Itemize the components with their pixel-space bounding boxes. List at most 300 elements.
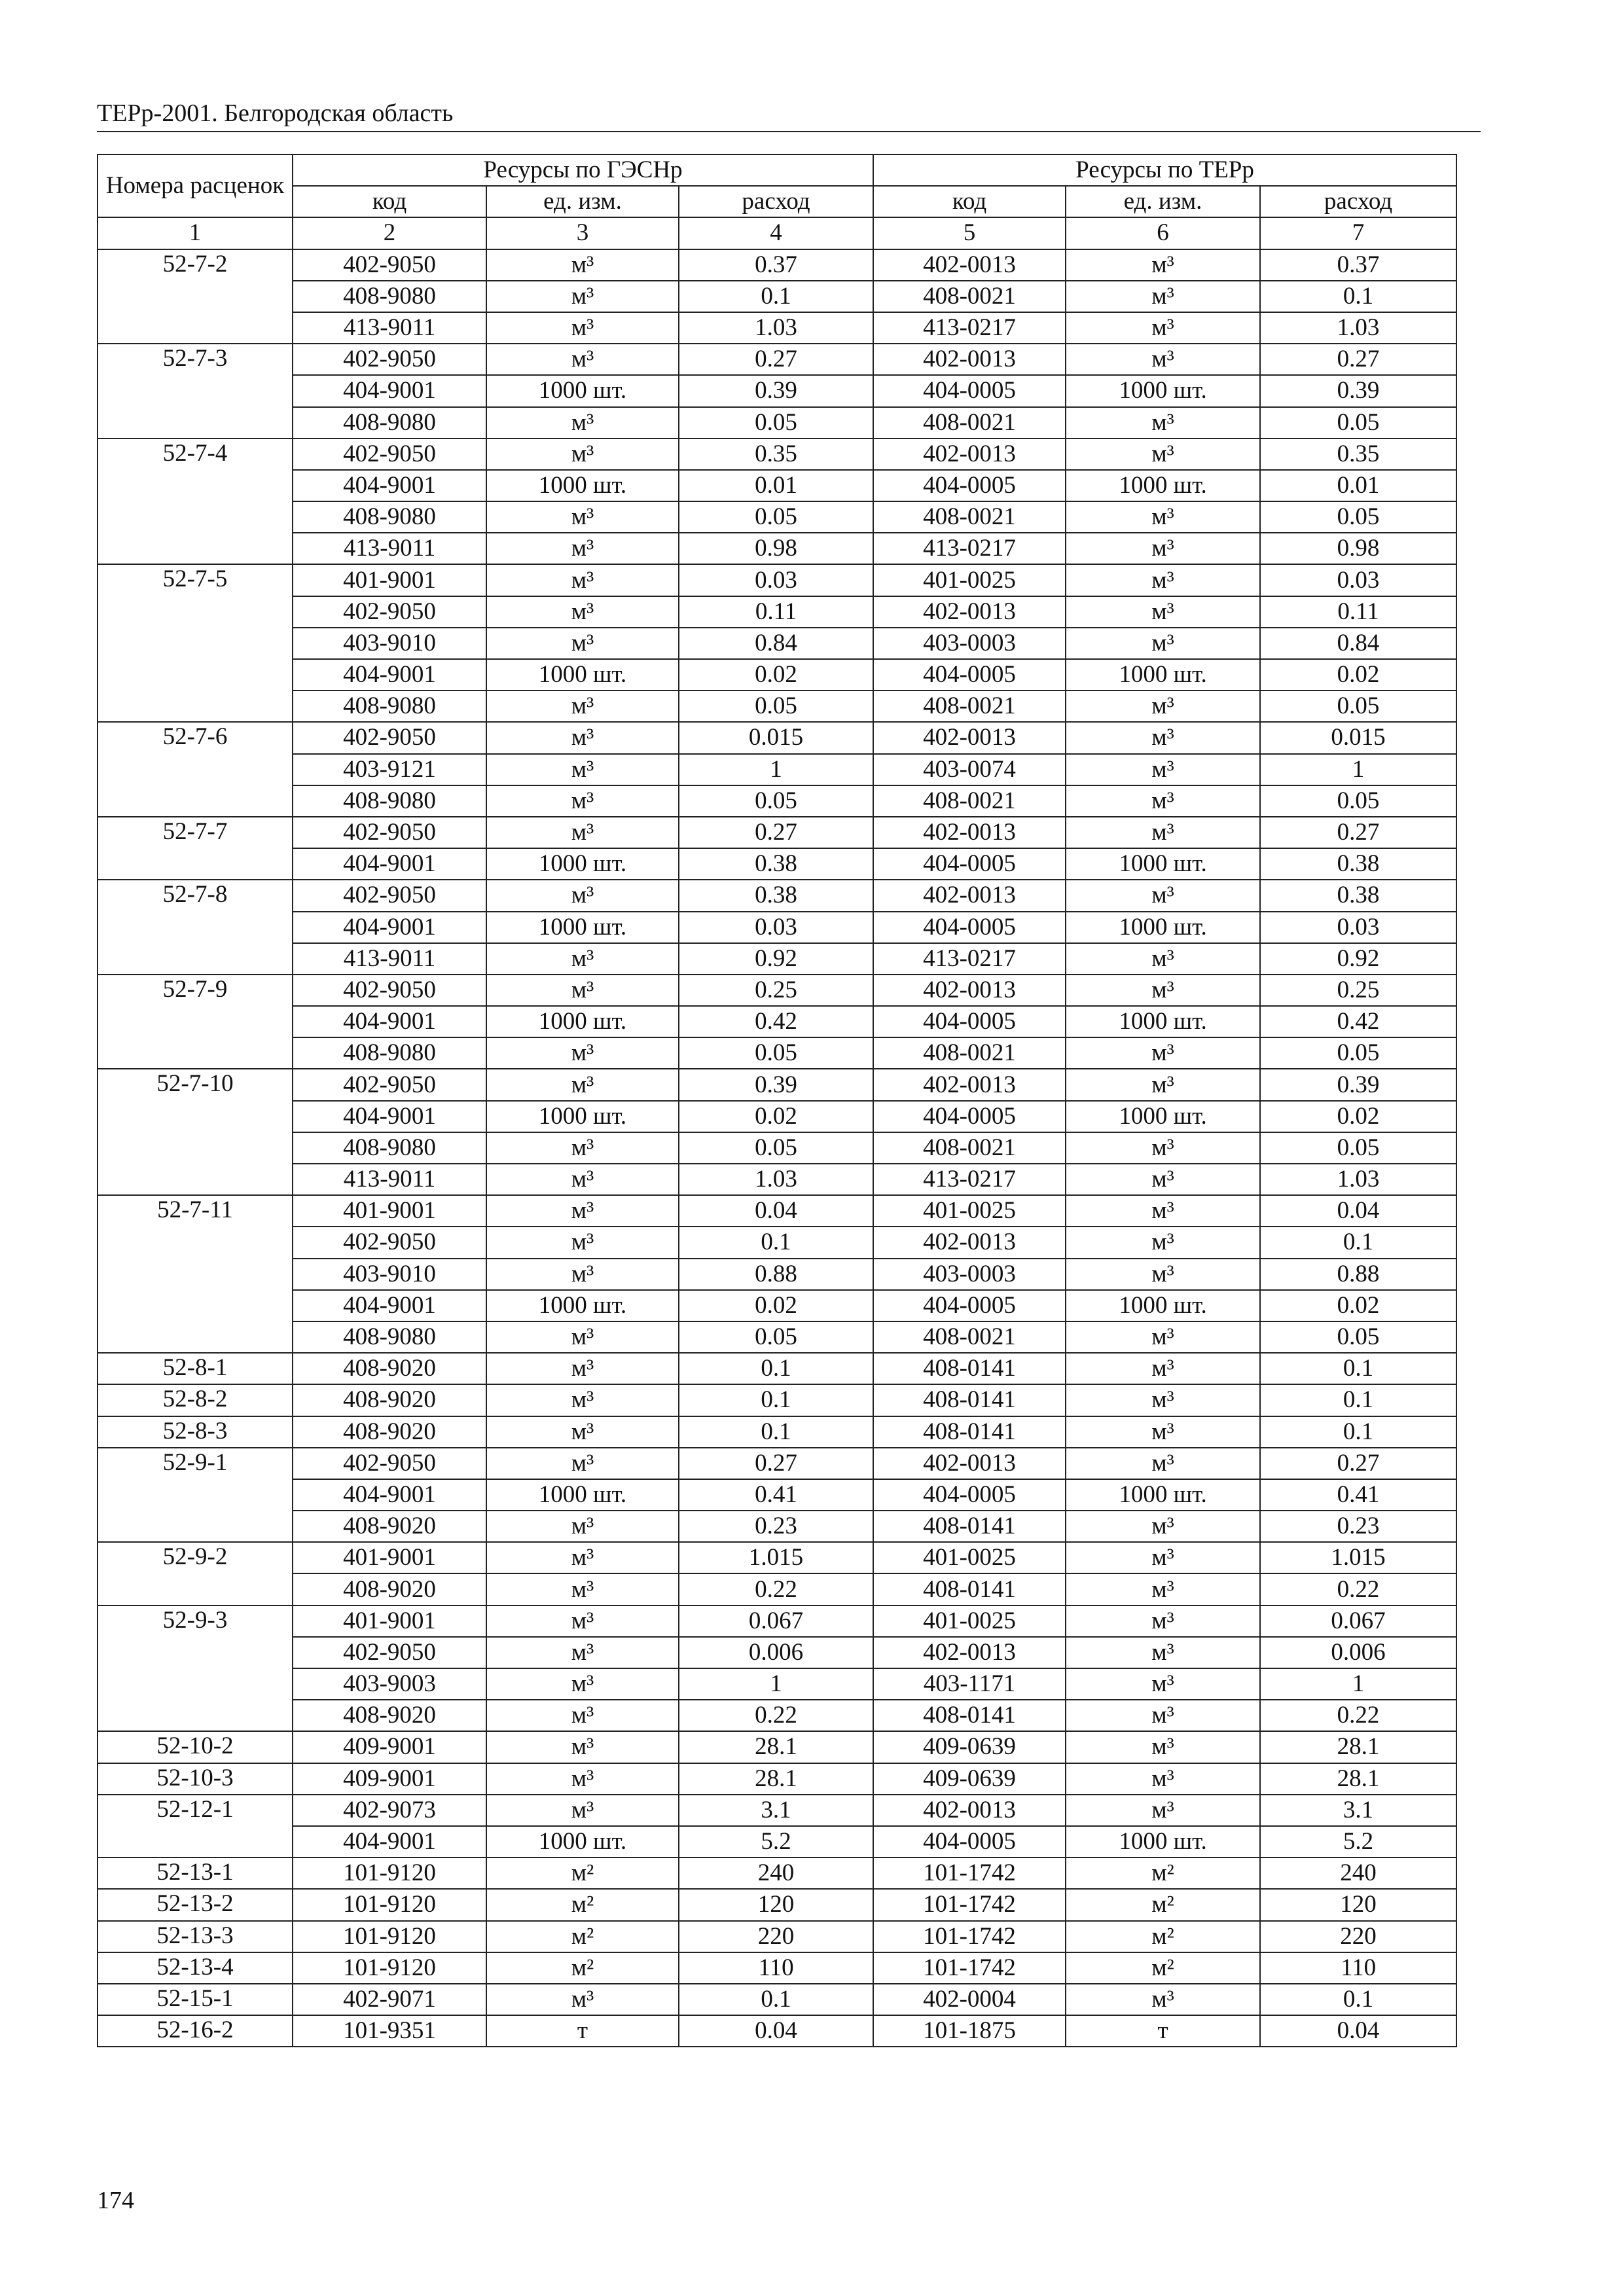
page-number: 174 [97,2187,134,2214]
ter-consumption-cell: 0.1 [1260,1353,1456,1384]
ter-unit-cell: м³ [1066,975,1260,1006]
gesn-consumption-cell: 1.015 [679,1542,873,1573]
ter-code-cell: 402-0013 [873,344,1066,375]
ter-consumption-cell: 0.39 [1260,375,1456,406]
ter-unit-cell: м³ [1066,1227,1260,1258]
gesn-unit-cell: м³ [486,785,679,817]
ter-unit-cell: м³ [1066,533,1260,564]
ter-unit-cell: 1000 шт. [1066,659,1260,691]
ter-consumption-cell: 0.98 [1260,533,1456,564]
gesn-code-cell: 402-9050 [293,596,486,628]
gesn-code-cell: 408-9020 [293,1511,486,1542]
ter-consumption-cell: 1 [1260,1668,1456,1700]
ter-code-cell: 402-0013 [873,975,1066,1006]
gesn-unit-cell: м³ [486,1321,679,1353]
ter-code-cell: 401-0025 [873,1542,1066,1573]
gesn-consumption-cell: 0.92 [679,943,873,975]
gesn-unit-header: ед. изм. [486,186,679,217]
table-row [98,722,1456,753]
table-row [98,1952,1456,1984]
table-row [98,1321,1456,1353]
ter-code-cell: 408-0141 [873,1573,1066,1605]
gesn-unit-cell: м³ [486,1984,679,2015]
gesn-consumption-cell: 0.04 [679,2015,873,2047]
gesn-code-cell: 101-9120 [293,1921,486,1952]
table-row [98,628,1456,659]
gesn-unit-cell: т [486,2015,679,2047]
ter-unit-cell: м³ [1066,501,1260,533]
ter-unit-cell: м² [1066,1952,1260,1984]
gesn-consumption-cell: 0.39 [679,1069,873,1100]
gesn-consumption-cell: 1.03 [679,1164,873,1195]
ter-unit-cell: 1000 шт. [1066,375,1260,406]
ter-consumption-cell: 0.04 [1260,1195,1456,1227]
ter-code-cell: 403-0074 [873,754,1066,785]
gesn-code-cell: 101-9351 [293,2015,486,2047]
gesn-consumption-cell: 0.03 [679,564,873,596]
table-row [98,848,1456,880]
ter-unit-cell: м³ [1066,1573,1260,1605]
ter-unit-cell: 1000 шт. [1066,470,1260,501]
rate-number-cell: 52-7-5 [98,564,293,722]
ter-code-cell: 408-0021 [873,1037,1066,1069]
gesn-consumption-cell: 1.03 [679,312,873,344]
ter-unit-cell: м³ [1066,1795,1260,1826]
ter-code-cell: 402-0013 [873,596,1066,628]
gesn-code-cell: 402-9073 [293,1795,486,1826]
ter-code-cell: 408-0021 [873,1132,1066,1164]
ter-code-cell: 404-0005 [873,1479,1066,1511]
gesn-code-cell: 408-9080 [293,691,486,722]
ter-code-cell: 404-0005 [873,912,1066,943]
gesn-code-cell: 402-9050 [293,1069,486,1100]
ter-code-cell: 403-0003 [873,1259,1066,1290]
ter-consumption-cell: 28.1 [1260,1763,1456,1795]
ter-code-cell: 408-0141 [873,1353,1066,1384]
gesn-unit-cell: м² [486,1857,679,1889]
ter-consumption-cell: 0.27 [1260,344,1456,375]
rate-number-cell: 52-7-11 [98,1195,293,1353]
table-row [98,817,1456,848]
table-row [98,1511,1456,1542]
ter-unit-cell: 1000 шт. [1066,1101,1260,1132]
ter-code-cell: 408-0021 [873,1321,1066,1353]
ter-consumption-cell: 0.92 [1260,943,1456,975]
gesn-code-cell: 404-9001 [293,1101,486,1132]
gesn-consumption-cell: 0.1 [679,281,873,312]
ter-consumption-cell: 3.1 [1260,1795,1456,1826]
ter-unit-cell: м³ [1066,1164,1260,1195]
gesn-code-cell: 101-9120 [293,1889,486,1920]
ter-consumption-cell: 0.02 [1260,659,1456,691]
gesn-unit-cell: м³ [486,628,679,659]
table-row [98,785,1456,817]
ter-unit-cell: м³ [1066,1984,1260,2015]
ter-consumption-cell: 0.05 [1260,407,1456,439]
gesn-code-cell: 403-9010 [293,1259,486,1290]
table-row [98,1101,1456,1132]
rate-number-cell: 52-7-3 [98,344,293,439]
gesn-unit-cell: м³ [486,1069,679,1100]
gesn-code-cell: 409-9001 [293,1731,486,1763]
gesn-unit-cell: 1000 шт. [486,1006,679,1037]
ter-code-cell: 404-0005 [873,1101,1066,1132]
table-row [98,1448,1456,1479]
ter-unit-cell: м³ [1066,596,1260,628]
table-row [98,1668,1456,1700]
ter-unit-cell: м³ [1066,1384,1260,1416]
ter-consumption-cell: 1.03 [1260,312,1456,344]
ter-unit-cell: 1000 шт. [1066,1290,1260,1321]
gesn-unit-cell: м³ [486,1448,679,1479]
gesn-code-cell: 403-9121 [293,754,486,785]
gesn-consumption-cell: 0.006 [679,1637,873,1668]
gesn-consumption-cell: 0.39 [679,375,873,406]
gesn-unit-cell: 1000 шт. [486,1826,679,1857]
gesn-consumption-cell: 0.38 [679,880,873,911]
gesn-unit-cell: м³ [486,407,679,439]
gesn-consumption-cell: 0.27 [679,817,873,848]
gesn-unit-cell: м³ [486,344,679,375]
gesn-consumption-cell: 0.05 [679,1037,873,1069]
ter-unit-cell: м³ [1066,1069,1260,1100]
gesn-code-cell: 401-9001 [293,1605,486,1637]
ter-code-cell: 403-1171 [873,1668,1066,1700]
ter-unit-cell: м³ [1066,628,1260,659]
ter-unit-cell: 1000 шт. [1066,1006,1260,1037]
ter-unit-cell: 1000 шт. [1066,912,1260,943]
gesn-code-cell: 404-9001 [293,912,486,943]
gesn-code-cell: 408-9080 [293,785,486,817]
ter-unit-cell: м³ [1066,1605,1260,1637]
ter-code-cell: 404-0005 [873,470,1066,501]
table-row [98,1573,1456,1605]
rate-number-cell: 52-13-4 [98,1952,293,1984]
gesn-unit-cell: м³ [486,1353,679,1384]
gesn-consumption-cell: 0.35 [679,439,873,470]
gesn-code-cell: 408-9080 [293,1037,486,1069]
table-row [98,312,1456,344]
gesn-consumption-cell: 110 [679,1952,873,1984]
gesn-code-cell: 413-9011 [293,312,486,344]
table-row [98,754,1456,785]
rate-number-cell: 52-16-2 [98,2015,293,2047]
gesn-consumption-cell: 0.11 [679,596,873,628]
page-header: ТЕРр-2001. Белгородская область [97,99,454,127]
ter-consumption-cell: 0.03 [1260,912,1456,943]
ter-consumption-cell: 0.38 [1260,880,1456,911]
ter-consumption-cell: 0.03 [1260,564,1456,596]
ter-code-cell: 404-0005 [873,659,1066,691]
gesn-unit-cell: м² [486,1889,679,1920]
ter-unit-cell: м³ [1066,943,1260,975]
ter-unit-cell: т [1066,2015,1260,2047]
ter-unit-cell: м³ [1066,754,1260,785]
gesn-unit-cell: м³ [486,596,679,628]
gesn-consumption-cell: 0.015 [679,722,873,753]
gesn-code-cell: 402-9050 [293,817,486,848]
column-number: 1 [98,217,293,249]
ter-unit-cell: м³ [1066,1259,1260,1290]
gesn-consumption-cell: 120 [679,1889,873,1920]
gesn-unit-cell: м³ [486,691,679,722]
table-row [98,501,1456,533]
gesn-code-cell: 413-9011 [293,1164,486,1195]
ter-code-cell: 403-0003 [873,628,1066,659]
ter-unit-cell: м³ [1066,1542,1260,1573]
gesn-unit-cell: м³ [486,1037,679,1069]
table-row [98,281,1456,312]
ter-unit-cell: 1000 шт. [1066,1826,1260,1857]
gesn-consumption-cell: 1 [679,754,873,785]
gesn-code-cell: 409-9001 [293,1763,486,1795]
ter-unit-cell: м³ [1066,691,1260,722]
gesn-consumption-cell: 0.84 [679,628,873,659]
table-row [98,344,1456,375]
ter-consumption-cell: 0.38 [1260,848,1456,880]
ter-code-cell: 409-0639 [873,1731,1066,1763]
gesn-unit-cell: м³ [486,281,679,312]
gesn-code-cell: 402-9050 [293,249,486,281]
rate-number-cell: 52-10-3 [98,1763,293,1795]
ter-unit-cell: м³ [1066,817,1260,848]
gesn-consumption-cell: 28.1 [679,1731,873,1763]
ter-unit-cell: м³ [1066,1195,1260,1227]
gesn-code-cell: 404-9001 [293,1479,486,1511]
gesn-unit-cell: м³ [486,1637,679,1668]
ter-code-cell: 409-0639 [873,1763,1066,1795]
table-row [98,1605,1456,1637]
rate-number-cell: 52-7-2 [98,249,293,344]
ter-consumption-cell: 0.1 [1260,1384,1456,1416]
rate-number-cell: 52-7-10 [98,1069,293,1195]
column-number: 3 [486,217,679,249]
ter-unit-cell: м³ [1066,249,1260,281]
ter-code-cell: 402-0013 [873,817,1066,848]
ter-unit-cell: м³ [1066,281,1260,312]
ter-consumption-cell: 0.1 [1260,1984,1456,2015]
ter-code-cell: 408-0021 [873,281,1066,312]
gesn-unit-cell: м³ [486,533,679,564]
ter-code-cell: 408-0021 [873,785,1066,817]
ter-consumption-cell: 0.05 [1260,1132,1456,1164]
gesn-consumption-cell: 0.05 [679,1132,873,1164]
ter-consumption-cell: 0.1 [1260,281,1456,312]
gesn-unit-cell: м³ [486,501,679,533]
ter-code-cell: 101-1875 [873,2015,1066,2047]
ter-code-cell: 402-0013 [873,1227,1066,1258]
table-row [98,1984,1456,2015]
ter-consumption-cell: 0.27 [1260,1448,1456,1479]
table-row [98,1353,1456,1384]
table-row [98,1479,1456,1511]
gesn-unit-cell: м³ [486,1542,679,1573]
ter-consumption-cell: 0.42 [1260,1006,1456,1037]
table-row [98,249,1456,281]
column-number: 5 [873,217,1066,249]
ter-unit-cell: м² [1066,1889,1260,1920]
gesn-code-cell: 402-9050 [293,880,486,911]
ter-code-cell: 402-0013 [873,880,1066,911]
gesn-consumption-cell: 0.05 [679,1321,873,1353]
ter-code-cell: 101-1742 [873,1952,1066,1984]
gesn-unit-cell: м² [486,1921,679,1952]
gesn-unit-cell: м³ [486,722,679,753]
ter-code-cell: 402-0013 [873,1637,1066,1668]
rate-number-cell: 52-13-2 [98,1889,293,1920]
ter-unit-cell: м³ [1066,439,1260,470]
table-row [98,1006,1456,1037]
ter-code-cell: 413-0217 [873,943,1066,975]
gesn-unit-cell: м² [486,1952,679,1984]
table-body [98,249,1456,2047]
ter-consumption-cell: 0.1 [1260,1416,1456,1448]
ter-consumption-cell: 0.88 [1260,1259,1456,1290]
ter-unit-cell: м³ [1066,1321,1260,1353]
ter-consumption-header: расход [1260,186,1456,217]
gesn-code-cell: 401-9001 [293,564,486,596]
ter-group-header: Ресурсы по ТЕРр [873,154,1456,186]
ter-consumption-cell: 120 [1260,1889,1456,1920]
ter-consumption-cell: 0.84 [1260,628,1456,659]
gesn-consumption-cell: 0.1 [679,1227,873,1258]
ter-code-cell: 101-1742 [873,1921,1066,1952]
table-row [98,1416,1456,1448]
ter-consumption-cell: 0.22 [1260,1573,1456,1605]
rate-number-cell: 52-15-1 [98,1984,293,2015]
column-number: 7 [1260,217,1456,249]
ter-consumption-cell: 0.015 [1260,722,1456,753]
ter-unit-cell: м³ [1066,312,1260,344]
ter-code-cell: 404-0005 [873,1006,1066,1037]
rate-number-cell: 52-7-8 [98,880,293,975]
gesn-unit-cell: м³ [486,312,679,344]
gesn-consumption-cell: 0.05 [679,691,873,722]
table-row [98,1542,1456,1573]
ter-code-cell: 402-0013 [873,249,1066,281]
ter-code-cell: 408-0141 [873,1511,1066,1542]
rate-number-cell: 52-8-2 [98,1384,293,1416]
gesn-consumption-cell: 0.05 [679,501,873,533]
ter-code-cell: 401-0025 [873,564,1066,596]
ter-unit-cell: м³ [1066,1353,1260,1384]
ter-consumption-cell: 0.02 [1260,1290,1456,1321]
ter-code-cell: 413-0217 [873,312,1066,344]
gesn-unit-cell: 1000 шт. [486,1290,679,1321]
ter-code-cell: 401-0025 [873,1605,1066,1637]
table-row [98,1290,1456,1321]
ter-consumption-cell: 0.11 [1260,596,1456,628]
ter-code-cell: 402-0013 [873,1448,1066,1479]
ter-unit-header: ед. изм. [1066,186,1260,217]
table-row [98,1384,1456,1416]
gesn-code-cell: 408-9020 [293,1384,486,1416]
gesn-code-cell: 408-9080 [293,407,486,439]
ter-code-cell: 101-1742 [873,1889,1066,1920]
table-row [98,1164,1456,1195]
gesn-consumption-cell: 220 [679,1921,873,1952]
gesn-consumption-cell: 5.2 [679,1826,873,1857]
gesn-consumption-cell: 0.02 [679,1101,873,1132]
ter-code-cell: 404-0005 [873,848,1066,880]
ter-consumption-cell: 220 [1260,1921,1456,1952]
gesn-code-cell: 404-9001 [293,1006,486,1037]
ter-unit-cell: м³ [1066,722,1260,753]
gesn-unit-cell: 1000 шт. [486,470,679,501]
gesn-consumption-cell: 0.25 [679,975,873,1006]
gesn-unit-cell: м³ [486,975,679,1006]
gesn-unit-cell: м³ [486,439,679,470]
ter-code-cell: 408-0141 [873,1384,1066,1416]
gesn-unit-cell: м³ [486,1700,679,1731]
ter-consumption-cell: 1.015 [1260,1542,1456,1573]
resources-table [97,154,1457,2047]
ter-consumption-cell: 0.01 [1260,470,1456,501]
ter-consumption-cell: 0.04 [1260,2015,1456,2047]
ter-consumption-cell: 0.05 [1260,785,1456,817]
ter-consumption-cell: 5.2 [1260,1826,1456,1857]
ter-unit-cell: м³ [1066,880,1260,911]
ter-consumption-cell: 0.02 [1260,1101,1456,1132]
gesn-code-cell: 408-9080 [293,281,486,312]
gesn-unit-cell: м³ [486,817,679,848]
gesn-unit-cell: м³ [486,564,679,596]
table-row [98,1637,1456,1668]
gesn-consumption-cell: 0.067 [679,1605,873,1637]
ter-consumption-cell: 0.05 [1260,691,1456,722]
gesn-code-cell: 402-9050 [293,1448,486,1479]
table-row [98,912,1456,943]
table-row [98,470,1456,501]
ter-code-cell: 408-0141 [873,1700,1066,1731]
ter-unit-cell: м³ [1066,785,1260,817]
ter-code-cell: 408-0141 [873,1416,1066,1448]
gesn-group-header: Ресурсы по ГЭСНр [293,154,873,186]
gesn-unit-cell: м³ [486,1164,679,1195]
ter-code-cell: 404-0005 [873,1826,1066,1857]
gesn-unit-cell: м³ [486,249,679,281]
gesn-unit-cell: м³ [486,1668,679,1700]
gesn-code-cell: 408-9080 [293,1321,486,1353]
ter-unit-cell: м³ [1066,407,1260,439]
table-row [98,1731,1456,1763]
gesn-consumption-cell: 28.1 [679,1763,873,1795]
ter-code-cell: 404-0005 [873,375,1066,406]
table-row [98,1195,1456,1227]
ter-unit-cell: м³ [1066,1637,1260,1668]
rate-number-cell: 52-9-3 [98,1605,293,1732]
header-divider [97,131,1481,132]
gesn-code-cell: 404-9001 [293,659,486,691]
table-row [98,975,1456,1006]
ter-consumption-cell: 28.1 [1260,1731,1456,1763]
gesn-unit-cell: 1000 шт. [486,659,679,691]
gesn-unit-cell: м³ [486,1195,679,1227]
gesn-unit-cell: м³ [486,1384,679,1416]
gesn-consumption-cell: 0.03 [679,912,873,943]
table-row [98,1921,1456,1952]
ter-code-cell: 402-0004 [873,1984,1066,2015]
ter-consumption-cell: 240 [1260,1857,1456,1889]
table-row [98,1132,1456,1164]
gesn-unit-cell: 1000 шт. [486,1101,679,1132]
gesn-consumption-cell: 0.01 [679,470,873,501]
ter-consumption-cell: 0.006 [1260,1637,1456,1668]
ter-consumption-cell: 0.05 [1260,501,1456,533]
ter-code-cell: 402-0013 [873,439,1066,470]
gesn-unit-cell: м³ [486,1416,679,1448]
gesn-code-cell: 403-9003 [293,1668,486,1700]
